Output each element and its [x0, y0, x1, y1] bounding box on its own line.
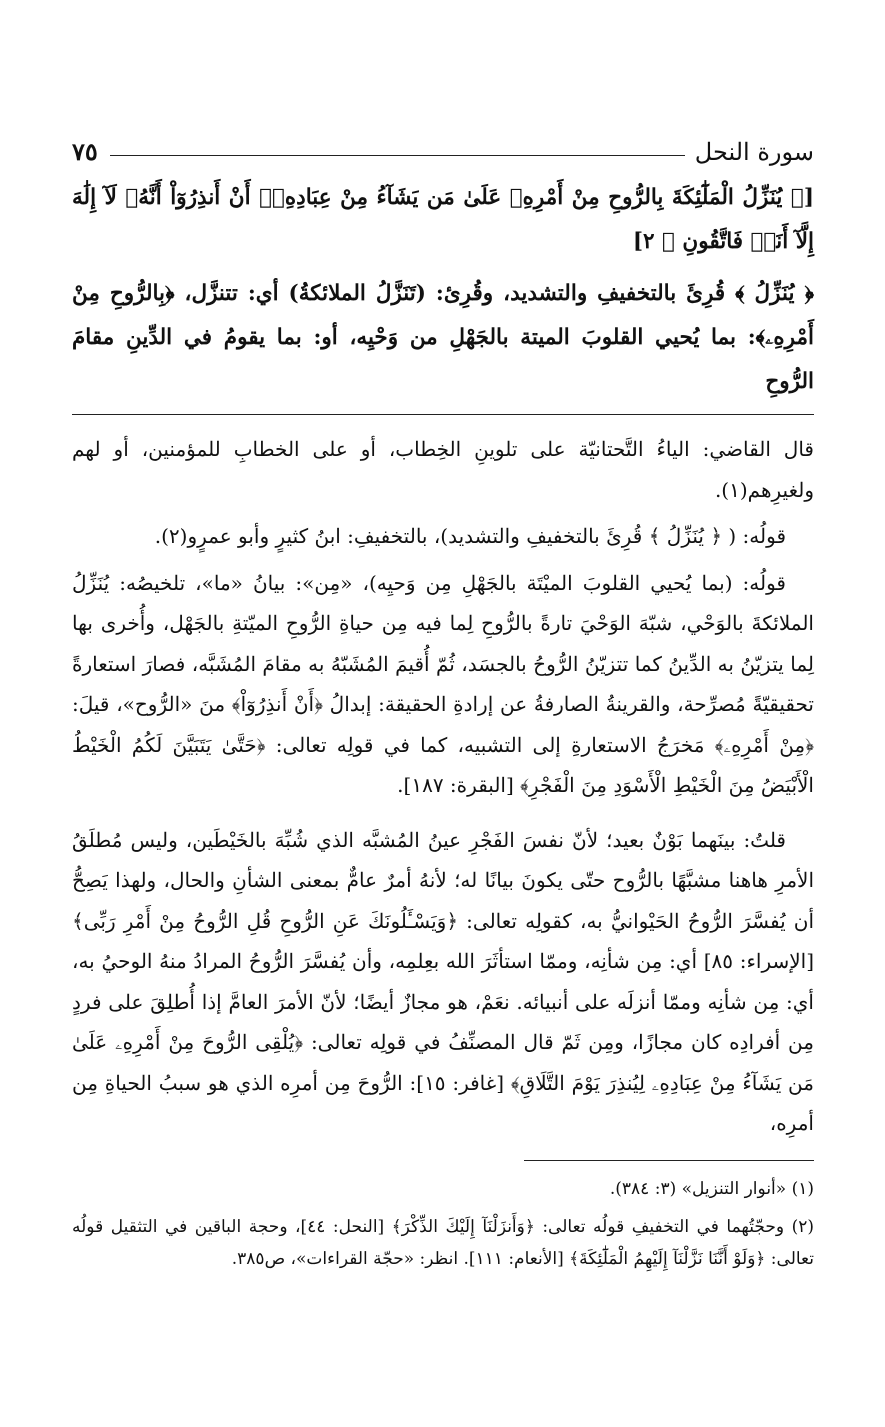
quran-verse: [﴿ يُنَزِّلُ الْمَلَٰٓئِكَةَ بِالرُّوحِ مِنْ أَمْرِهِۦ عَلَىٰ مَن يَشَآءُ مِنْ عِبَادِهِۦٓ أَنْ أَنذِرُوٓاْ أَنَّهُۥ لَآ إِلَٰهَ إِلَّآ أَنَا۠ فَاتَّقُونِ ﴾ ٢]	[72, 185, 814, 254]
page-header	[72, 122, 814, 166]
section-divider	[72, 414, 814, 415]
page-number: ٧٥	[72, 137, 98, 166]
gloss-body	[72, 429, 814, 1144]
footnotes	[72, 1173, 814, 1275]
footnote: (١) «أنوار التنزيل» (٣: ٣٨٤).	[609, 1178, 814, 1199]
page	[72, 122, 814, 1281]
footnote-rule	[524, 1160, 814, 1161]
footnote: (٢) وحجّتُهما في التخفيفِ قولُه تعالى: ﴿وَأَنزَلْنَآ إِلَيْكَ الذِّكْرَ﴾ [النحل: ٤٤]، وحجة الباقين في التثقيل قولُه تعالى: ﴿وَلَوْ أَنَّنَا نَزَّلْنَآ إِلَيْهِمُ الْمَلَٰٓئِكَةَ﴾ [الأنعام: ١١١]. انظر: «حجّة القراءات»، ص٣٨٥.	[72, 1216, 814, 1269]
gloss-paragraph: قال القاضي: الياءُ التَّحتانيّة على تلوينِ الخِطاب، أو على الخطابِ للمؤمنين، أو لهم ولغيرِهم(١).	[72, 437, 814, 502]
surah-title: سورة النحل	[694, 138, 814, 166]
main-commentary: ﴿ يُنَزِّلُ ﴾ قُرِئَ بالتخفيفِ والتشديد، وقُرِئ: (تَنَزَّلُ الملائكةُ) أي: تتنزَّل، ﴿بِالرُّوحِ مِنْ أَمْرِهِۦ﴾: بما يُحيي القلوبَ الميتة بالجَهْلِ من وَحْيِه، أو: بما يقومُ في الدِّينِ مقامَ الرُّوحِ	[72, 281, 814, 394]
header-rule	[110, 155, 685, 156]
gloss-paragraph: قولُه: (بما يُحيي القلوبَ الميْتَة بالجَهْلِ مِن وَحيِه)، «مِن»: بيانُ «ما»، تلخيصُه: يُنَزِّلُ الملائكةَ بالوَحْي، شبّهَ الوَحْيَ تارةً بالرُّوحِ لِما فيه مِن حياةِ الرُّوحِ الميّتةِ بالجَهْل، وأُخرى بها لِما يتزيّنُ به الدِّينُ كما تتزيّنُ الرُّوحُ بالجسَد، ثُمّ أُقيمَ المُشَبّهُ به مقامَ المُشَبَّه، فصارَ استعارةً تحقيقيّةً مُصرِّحة، والقرينةُ الصارفةُ عن إرادةِ الحقيقة: إبدالُ ﴿أَنْ أَنذِرُوٓاْ﴾ منَ «الرُّوح»، قيلَ: ﴿مِنْ أَمْرِهِۦ﴾ مَخرَجُ الاستعارةِ إلى التشبيه، كما في قولِه تعالى: ﴿حَتَّىٰ يَتَبَيَّنَ لَكُمُ الْخَيْطُ الْأَبْيَضُ مِنَ الْخَيْطِ الْأَسْوَدِ مِنَ الْفَجْرِ﴾ [البقرة: ١٨٧].	[72, 570, 814, 797]
gloss-paragraph: قولُه: ( ﴿ يُنَزِّلُ ﴾ قُرِئَ بالتخفيفِ والتشديد)، بالتخفيفِ: ابنُ كثيرٍ وأبو عمرٍو(٢).	[154, 524, 786, 548]
gloss-paragraph: قلتُ: بينَهما بَوْنٌ بعيد؛ لأنّ نفسَ الفَجْرِ عينُ المُشبَّه الذي شُبِّهَ بالخَيْطَين، وليس مُطلَقُ الأمرِ هاهنا مشبَّهًا بالرُّوح حتّى يكونَ بيانًا له؛ لأنهُ أمرٌ عامٌّ بمعنى الشأنِ والحال، ولهذا يَصِحُّ أن يُفسَّرَ الرُّوحُ الحَيْوانيُّ به، كقولِه تعالى: ﴿وَيَسْـَٔلُونَكَ عَنِ الرُّوحِ قُلِ الرُّوحُ مِنْ أَمْرِ رَبِّى﴾ [الإسراء: ٨٥] أي: مِن شأنِه، وممّا استأثَرَ الله بعِلمِه، وأن يُفسَّرَ الرُّوحُ المرادُ منهُ الوحيُ به، أي: مِن شأنِه وممّا أنزلَه على أنبيائه. نعَمْ، هو مجازٌ أيضًا؛ لأنّ الأمرَ العامَّ إذا أُطلِقَ على فردٍ مِن أفرادِه كان مجازًا، ومِن ثَمّ قال المصنِّفُ في قولِه تعالى: ﴿يُلْقِى الرُّوحَ مِنْ أَمْرِهِۦ عَلَىٰ مَن يَشَآءُ مِنْ عِبَادِهِۦ لِيُنذِرَ يَوْمَ التَّلَاقِ﴾ [غافر: ١٥]: الرُّوحَ مِن أمرِه الذي هو سببُ الحياةِ مِن أمرِه،	[72, 827, 814, 1135]
